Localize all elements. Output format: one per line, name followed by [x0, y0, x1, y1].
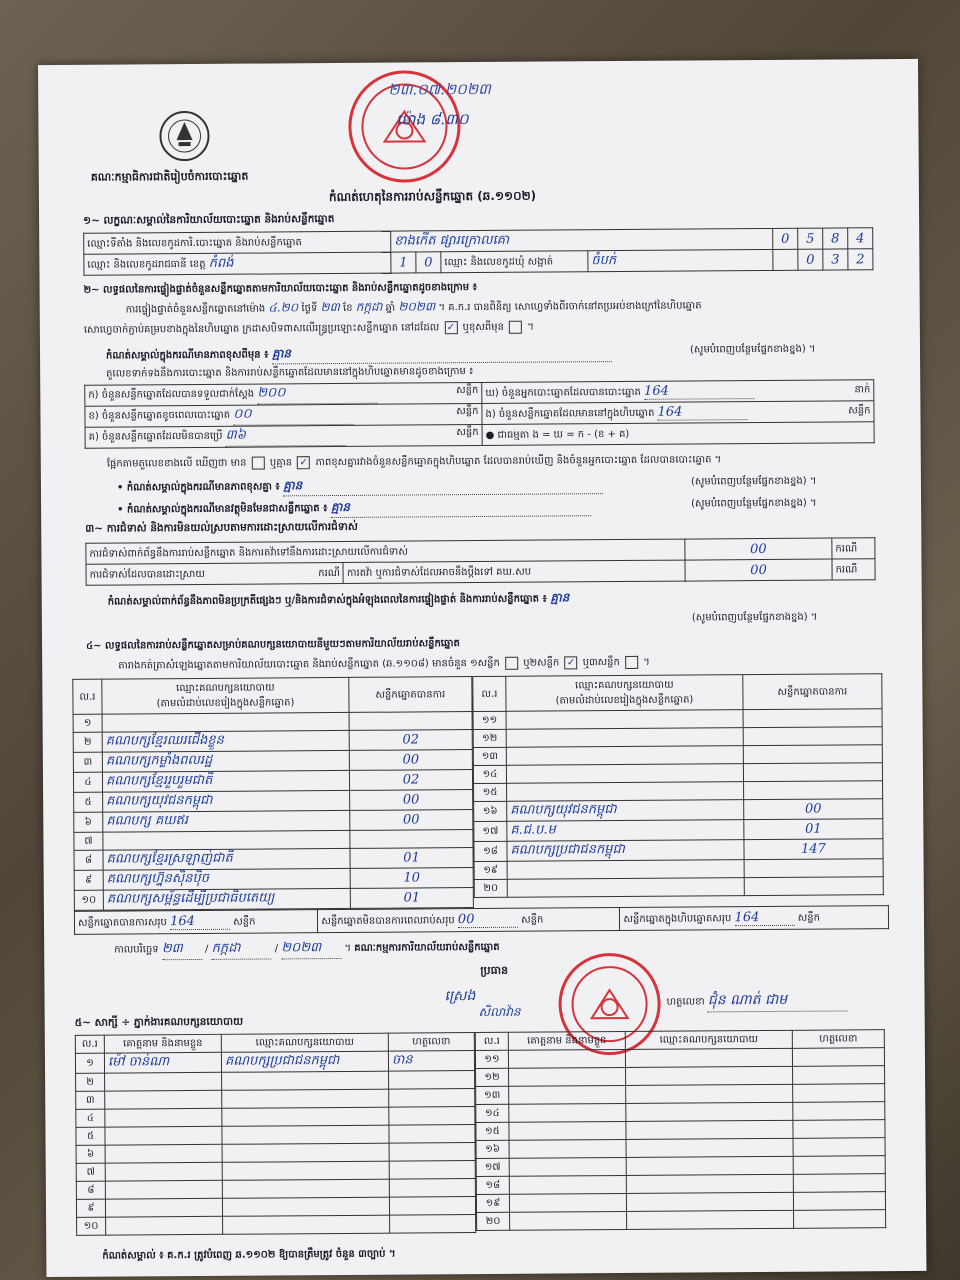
tally-sheet-count: តារាងកត់ត្រាសំឡេងឆ្នោតតាមការិយាល័យបោះឆ្នោត និងរាប់សន្លឹកឆ្នោត (ឆ.១១០៨) មានចំនួន ១សន្លឹក ឬ២សន្លឹក ✓ ឬ៣សន្លឹក ។: [118, 656, 650, 672]
row-number: ៨: [74, 850, 103, 870]
party-name-text: គណបក្សខ្មែរឈរជើងខ្លួន: [105, 732, 224, 749]
vote-count: [350, 868, 473, 889]
table-row: [477, 1210, 886, 1231]
witness-col-no: ល.រ: [75, 1035, 104, 1053]
party-name-text: គណបក្សខ្មែររួបរួមជាតិ: [105, 772, 213, 789]
party-name: [507, 820, 744, 842]
row-number: ៧: [76, 1163, 105, 1181]
witness-name: [106, 1216, 223, 1235]
row-number: ១៩: [474, 861, 507, 879]
results-tables: [72, 673, 882, 907]
vote-count: [744, 877, 883, 896]
complaints-table: [85, 537, 875, 586]
location-code-1: 0: [773, 228, 798, 249]
witness-signature: [390, 1215, 476, 1234]
row-formula: ● ជាធម្មតា ង = ឃ = ក - (ខ + គ): [482, 422, 874, 446]
witness-name: [105, 1162, 222, 1181]
province-code-2: 0: [416, 252, 441, 273]
section3-title: ៣~ ការជំទាស់ និងការមិនយល់ស្របតាមការដោះស្រាយលើការជំទាស់: [85, 520, 358, 535]
row-number: ៨: [76, 1181, 105, 1199]
witness-signature: [389, 1089, 475, 1108]
vote-count: [744, 781, 883, 800]
stamp-emblem-bottom-icon: [586, 985, 632, 1023]
witness-col-party: ឈ្មោះគណបក្សនយោបាយ: [221, 1033, 388, 1052]
witness-signature: [793, 1138, 885, 1157]
witness-name: [509, 1121, 626, 1140]
vote-count-text: 00: [402, 812, 420, 828]
witness-col-no-right: ល.រ: [475, 1032, 508, 1050]
table-row: [73, 750, 472, 773]
witness-party: [221, 1051, 388, 1072]
complaints-row2-unit: ករណី: [832, 559, 875, 580]
row-number: ១៧: [474, 821, 507, 841]
vote-count: [743, 763, 882, 782]
total-invalid: សន្លឹកឆ្នោតមិនបានការពេលរាប់សរុប 00 សន្លឹក: [318, 908, 620, 933]
signature-value: ជុំន ណាត់ ជាម: [707, 991, 788, 1009]
verify-month: កក្កដា: [355, 299, 383, 314]
complaints-row1-label: ការជំទាស់ពាក់ព័ន្ធនឹងការរាប់សន្លឹកឆ្នោត និងការតវ៉ាទៅនឹងការដោះស្រាយលើការជំទាស់: [86, 539, 685, 564]
row-c-value: ៣៦: [225, 427, 246, 443]
vote-count: [744, 819, 883, 840]
commune-label: ឈ្មោះ និងលេខកូដឃុំ សង្កាត់: [441, 251, 588, 273]
witness-party: [625, 1048, 792, 1067]
row-number: ២: [73, 732, 102, 752]
vote-count: [349, 712, 472, 731]
table-row: [74, 810, 473, 833]
commune-code-blank: [773, 249, 798, 270]
witness-party: [626, 1120, 793, 1139]
row-b: ខ) ចំនួនសន្លឹកឆ្នោតខូចពេលបោះឆ្នោត ០០ សន្លឹក: [85, 403, 482, 427]
has-difference-checkbox[interactable]: [252, 456, 265, 469]
complaints-row1-value: 00: [685, 538, 832, 560]
row-number: ១៤: [473, 765, 506, 783]
witness-signature: [793, 1156, 885, 1175]
row-d-value: 164: [643, 383, 669, 399]
table-row: [474, 799, 883, 822]
witness-party: [222, 1107, 389, 1126]
witness-party: [222, 1143, 389, 1162]
row-d: ឃ) ចំនួនអ្នកបោះឆ្នោតដែលបានបោះឆ្នោត 164 នាក់: [482, 380, 874, 404]
location-code-2: 5: [798, 228, 823, 249]
results-table-right: [472, 673, 884, 898]
results-col-no: ល.រ: [73, 679, 102, 714]
totals-table: [74, 905, 889, 935]
party-name: [103, 810, 350, 832]
row-number: ៦: [76, 1145, 105, 1163]
row-number: ៥: [74, 792, 103, 812]
row-number: ២០: [477, 1212, 510, 1230]
commune-code-3: 2: [848, 249, 873, 270]
total-invalid-value: 00: [457, 912, 475, 928]
results-col-no-right: ល.រ: [473, 676, 506, 711]
witness-signature: [793, 1120, 885, 1139]
witness-signature: [793, 1066, 885, 1085]
vote-count: [744, 859, 883, 878]
note-mismatch: • កំណត់សម្គាល់ក្នុងករណីមានភាពខុសគ្នា ៖ គ្មាន: [117, 475, 603, 497]
witness-name: [509, 1067, 626, 1086]
witness-signature: [793, 1084, 885, 1103]
location-value-cell: [391, 228, 773, 252]
table-row: [474, 877, 883, 898]
witness-party: [627, 1210, 794, 1229]
row-number: ១៦: [476, 1140, 509, 1158]
witness-name: [509, 1103, 626, 1122]
party-name: [506, 710, 743, 730]
date-year: ២០២៣: [281, 940, 322, 956]
row-number: ៤: [73, 772, 102, 792]
witness-name: [105, 1180, 222, 1199]
witness-signature: [389, 1179, 475, 1198]
witness-party: [222, 1071, 389, 1090]
figures-table: [84, 379, 874, 449]
witness-col-sign-right: ហត្ថលេខា: [792, 1030, 884, 1049]
party-name: [506, 746, 743, 766]
row-number: ២: [76, 1073, 105, 1091]
witness-col-name-right: គោត្តនាម និងនាមខ្លួន: [508, 1031, 625, 1050]
row-number: ៦: [74, 812, 103, 832]
vote-count: [350, 830, 473, 849]
vote-count-text: 01: [403, 890, 421, 906]
vote-count: [743, 709, 882, 728]
vote-count-text: 02: [402, 732, 420, 748]
row-a: ក) ចំនួនសន្លឹកឆ្នោតដែលបានទទួលជាក់ស្ដែង ២០០ សន្លឹក: [85, 382, 482, 406]
party-name: [102, 770, 349, 792]
party-name: [507, 878, 744, 898]
vote-count: [350, 848, 473, 869]
witness-name: [105, 1144, 222, 1163]
witness-party: [223, 1215, 390, 1234]
commune-code-1: 0: [798, 249, 823, 270]
total-box-value: 164: [734, 910, 760, 926]
party-name: [102, 730, 349, 752]
row-number: ៣: [76, 1091, 105, 1109]
commune-code-2: 3: [823, 249, 848, 270]
fill-hint-4: (សូមបំពេញបន្ថែមផ្នែកខាងខ្នង) ។: [691, 611, 818, 624]
note-mismatch-value: គ្មាន: [283, 478, 303, 493]
witness-party: [222, 1161, 389, 1180]
vote-count-text: 02: [402, 772, 420, 788]
party-name: [103, 848, 350, 870]
note-difference: កំណត់សម្គាល់ក្នុងករណីមានភាពខុសពីមុន ៖ គ្មាន: [106, 343, 612, 366]
witness-signature: [389, 1143, 475, 1162]
witness-party: [626, 1066, 793, 1085]
one-sheet-checkbox[interactable]: [505, 656, 518, 669]
chair-label: ប្រធាន: [480, 963, 509, 978]
party-name: [506, 728, 743, 748]
witness-name: [104, 1052, 221, 1073]
fill-hint-2: (សូមបំពេញបន្ថែមផ្នែកខាងខ្នង) ។: [690, 475, 817, 488]
section5-title: ៥~ សាក្សី ÷ ភ្នាក់ងារគណបក្សនយោបាយ: [74, 1015, 244, 1029]
section1-title: ១~ លក្ខណៈសម្គាល់នៃការិយាល័យបោះឆ្នោត និងរាប់សន្លឹកឆ្នោត: [83, 213, 335, 227]
witness-signature: [793, 1102, 885, 1121]
table-row: [73, 730, 472, 753]
commune-value: ចំបក់: [591, 252, 617, 268]
complaints-row2-value: 00: [685, 559, 832, 581]
vote-count-text: 147: [801, 841, 826, 857]
vote-count-text: 10: [403, 870, 421, 886]
date-line: កាលបរិច្ឆេទ ២៣ / កក្កដា / ២០២៣ ។ គណៈកម្មការការិយាល័យរាប់សន្លឹកឆ្នោត: [114, 938, 500, 961]
row-number: ១៥: [476, 1122, 509, 1140]
compare-line: ផ្អែកតាមតួលេខខាងលើ ឃើញថា មាន ឬគ្មាន ✓ ភាពខុសគ្នារវាងចំនួនសន្លឹកឆ្នោតក្នុងហិបឆ្នោត ដែលបានរាប់ឃើញ និងចំនួនអ្នកបោះឆ្នោត ដែលបានបោះឆ្នោត ។: [106, 454, 722, 470]
complaints-row2-label: ការជំទាស់ដែលបានដោះស្រាយ ករណី: [86, 562, 344, 585]
row-number: ២០: [474, 879, 507, 897]
witness-name: [105, 1198, 222, 1217]
witness-signature: [389, 1125, 475, 1144]
row-number: ១១: [473, 711, 506, 729]
party-name-text: គណបក្សប្រជាជនកម្ពុជា: [510, 841, 625, 858]
verify-time: ៤.២០: [268, 300, 299, 315]
complaints-row2b-label: ការតវ៉ា ឬការជំទាស់ដែលអាចនឹងប្ដឹងទៅ គឃ.សប: [343, 560, 685, 583]
row-number: ១១: [475, 1050, 508, 1068]
table-row: [74, 868, 473, 891]
witness-name-text: ម៉ៅ ចាន់ណា: [107, 1054, 170, 1070]
party-name: [506, 764, 743, 784]
same-checkbox[interactable]: ✓: [444, 321, 457, 334]
table-row: [73, 770, 472, 793]
irregularity-note: កំណត់សម្គាល់ពាក់ព័ន្ធនឹងភាពមិនប្រក្រតីផ្សេងៗ ឬ/និងការជំទាស់ក្នុងអំឡុងពេលនៃការផ្ទៀងផ្ទាត់ និងការរាប់សន្លឹកឆ្នោត ៖ គ្មាន: [107, 590, 570, 608]
nec-emblem-icon: [156, 110, 212, 164]
table-row: [474, 839, 883, 862]
witness-party: [626, 1138, 793, 1157]
party-name: [103, 790, 350, 812]
total-valid: សន្លឹកឆ្នោតបានការសរុប 164 សន្លឹក: [74, 910, 318, 935]
party-name-text: គណបក្សហ្វ៊ុនស៊ិនប៉ិច: [106, 870, 210, 887]
witness-col-party-right: ឈ្មោះគណបក្សនយោបាយ: [625, 1030, 792, 1049]
vote-count: [349, 770, 472, 791]
three-sheets-checkbox[interactable]: [625, 655, 638, 668]
verify-year: ២០២៣: [398, 299, 436, 314]
row-number: ១៨: [474, 841, 507, 861]
witness-party: [626, 1174, 793, 1193]
row-number: ៣: [73, 752, 102, 772]
vote-count: [743, 727, 882, 746]
date-day: ២៣: [161, 941, 183, 957]
witness-signature-text: ចាន: [391, 1052, 413, 1068]
witness-signature: [389, 1197, 475, 1216]
province-label: ឈ្មោះ និងលេខកូដរាជធានី ខេត្ត កំពង់: [84, 252, 391, 275]
table-row: [77, 1215, 476, 1236]
date-month: កក្កដា: [211, 940, 241, 956]
vote-count-text: 01: [403, 850, 420, 866]
row-number: ៧: [74, 832, 103, 850]
witness-signature: [793, 1174, 885, 1193]
witness-party: [626, 1192, 793, 1211]
party-name: [507, 860, 744, 880]
table-row: [474, 819, 883, 842]
vote-count: [743, 745, 882, 764]
party-name-text: គណបក្សកម្លាំងពលរដ្ឋ: [105, 752, 213, 769]
vote-count: [744, 839, 883, 860]
total-box: សន្លឹកឆ្នោតក្នុងហិបឆ្នោតសរុប 164 សន្លឹក: [620, 906, 889, 931]
witness-name: [509, 1175, 626, 1194]
witness-signature: [389, 1107, 475, 1126]
party-name: [102, 750, 349, 772]
row-number: ១៣: [473, 747, 506, 765]
party-name: [507, 800, 744, 822]
location-code-4: 4: [848, 228, 873, 249]
table-row: [74, 888, 473, 911]
witness-table-right: [475, 1029, 886, 1231]
row-number: ១៨: [476, 1176, 509, 1194]
vote-count-text: 00: [402, 752, 420, 768]
witness-col-sign: ហត្ថលេខា: [388, 1033, 474, 1052]
vote-count: [350, 810, 473, 831]
vote-count: [349, 730, 472, 751]
witness-col-name: គោត្តនាម និងនាមខ្លួន: [104, 1034, 221, 1053]
note-foreign-object-value: គ្មាន: [330, 499, 351, 515]
vote-count: [350, 790, 473, 811]
row-number: ១៤: [476, 1104, 509, 1122]
fill-hint-3: (សូមបំពេញបន្ថែមផ្នែកខាងខ្នង) ។: [691, 497, 817, 510]
location-value: ខាងកើត ផ្សារក្រោលគោ: [394, 232, 510, 249]
signature-line: ហត្ថលេខា ជុំន ណាត់ ជាម: [666, 989, 847, 1012]
election-form-sheet: [38, 59, 926, 1277]
row-c: គ) ចំនួនសន្លឹកឆ្នោតដែលមិនបានប្រើ ៣៦ សន្លឹក: [85, 424, 482, 448]
witness-table-left: [75, 1032, 476, 1236]
different-checkbox[interactable]: [509, 320, 522, 333]
results-table-left: [72, 676, 474, 911]
row-number: ១២: [473, 729, 506, 747]
row-number: ៤: [76, 1109, 105, 1127]
witness-name: [105, 1108, 222, 1127]
row-number: ១៣: [476, 1086, 509, 1104]
party-name: [103, 868, 350, 890]
witness-name: [509, 1085, 626, 1104]
chair-name: សិលាវ៉ាន: [478, 1004, 521, 1020]
party-name-text: គណបក្សសម្ព័ន្ធដើម្បីប្រជាធិបតេយ្យ: [106, 890, 275, 907]
verify-line1: ការផ្ទៀងផ្ទាត់ចំនួនសន្លឹកឆ្នោតនៅម៉ោង ៤.២០ ថ្ងៃទី ២៣ ខែ កក្កដា ឆ្នាំ ២០២៣ ។ គ.ក.រ បានពិនិត្យ សោហ្វេទាំងពីរចាក់នៅតប្រអប់ខាងក្រៅនៃហិបឆ្នោត: [125, 299, 702, 316]
witness-party: [626, 1084, 793, 1103]
witness-name: [509, 1193, 626, 1212]
party-name: [102, 712, 349, 732]
party-name-text: គ.ជ.ប.ម: [510, 822, 556, 838]
witness-name: [105, 1090, 222, 1109]
no-difference-checkbox[interactable]: ✓: [297, 456, 310, 469]
table-row: [74, 790, 473, 813]
table-row: [75, 1051, 474, 1074]
location-code-3: 8: [823, 228, 848, 249]
footer-note: កំណត់សម្គាល់ ៖ គ.ក.រ ត្រូវបំពេញ ឆ.១១០២ ឱ្យបានត្រឹមត្រូវ ចំនួន ៣ច្បាប់ ។: [102, 1248, 396, 1262]
witness-signature: [792, 1048, 884, 1067]
section1-table: [83, 227, 873, 276]
table-row: [74, 848, 473, 871]
results-col-party: ឈ្មោះគណបក្សនយោបាយ (តាមលំដាប់លេខរៀងក្នុងសន្លឹកឆ្នោត): [102, 677, 349, 714]
witness-party: [626, 1102, 793, 1121]
party-name-text: គណបក្សយុវជនកម្ពុជា: [106, 792, 213, 809]
row-number: ១០: [74, 890, 103, 910]
verify-day: ២៣: [320, 299, 340, 315]
party-name-text: គណបក្សខ្មែរស្រឡាញ់ជាតិ: [106, 850, 233, 867]
location-label: ឈ្មោះទីតាំង និងលេខកូដការិ.បោះឆ្នោត និងរាប់សន្លឹកឆ្នោត: [84, 231, 391, 254]
row-number: ១៧: [476, 1158, 509, 1176]
results-col-party-right: ឈ្មោះគណបក្សនយោបាយ (តាមលំដាប់លេខរៀងក្នុងសន្លឹកឆ្នោត): [506, 675, 743, 712]
row-number: ១៩: [476, 1194, 509, 1212]
row-b-value: ០០: [233, 406, 252, 422]
row-number: ៥: [76, 1127, 105, 1145]
vote-count: [744, 799, 883, 820]
row-number: ១០: [77, 1217, 106, 1235]
section4-title: ៤~ លទ្ធផលនៃការរាប់សន្លឹកឆ្នោតសម្រាប់គណបក្សនយោបាយនីមួយៗតាមការិយាល័យរាប់សន្លឹកឆ្នោត: [86, 638, 460, 652]
stamp-date: ២៣.០៧.២០២៣: [388, 79, 492, 99]
party-name: [103, 830, 350, 850]
verify-line2: សោហ្វេចាក់ភ្ជាប់គម្របខាងក្នុងនៃហិបឆ្នោត ក្រដាសបិទពាសលើរន្ធ្រប្រឡោះសន្លឹកឆ្នោត នៅដដែល ✓ ឬខុសពីមុន ។: [83, 321, 534, 336]
witness-name: [510, 1211, 627, 1230]
stamp-time: ម៉ោង ៨.៣០: [396, 110, 469, 129]
province-value: កំពង់: [208, 255, 234, 271]
witness-party: [222, 1125, 389, 1144]
party-name-text: គណបក្ស គឃឥរ: [106, 813, 188, 829]
section2-title: ២~ លទ្ធផលនៃការផ្ទៀងផ្ទាត់ចំនួនសន្លឹកឆ្នោតតាមការិយាល័យបោះឆ្នោត និងរាប់សន្លឹកឆ្នោតដូចខាងក្រោម ៖: [83, 282, 478, 296]
vote-count: [350, 888, 473, 909]
row-number: ១: [73, 714, 102, 732]
witness-signature: [388, 1051, 474, 1072]
row-number: ១៦: [474, 801, 507, 821]
row-a-value: ២០០: [257, 385, 286, 401]
witness-party: [626, 1156, 793, 1175]
chair-signature: ស្រេង: [444, 988, 476, 1005]
org-name: គណៈកម្មាធិការជាតិរៀបចំការបោះឆ្នោត: [90, 169, 249, 184]
results-col-votes-right: សន្លឹកឆ្នោតបានការ: [743, 674, 882, 710]
irregularity-note-value: គ្មាន: [550, 590, 570, 605]
row-number: ១៥: [474, 783, 507, 801]
results-col-votes: សន្លឹកឆ្នោតបានការ: [349, 677, 472, 713]
complaints-row1-unit: ករណី: [832, 538, 875, 559]
witness-name: [105, 1072, 222, 1091]
two-sheets-checkbox[interactable]: ✓: [565, 656, 578, 669]
party-name-text: គណបក្សយុវជនកម្ពុជា: [510, 802, 617, 818]
vote-count-text: 00: [402, 792, 420, 808]
witness-party-text: គណបក្សប្រជាជនកម្ពុជា: [224, 1052, 340, 1069]
vote-count: [349, 750, 472, 771]
note-foreign-object: • កំណត់សម្គាល់ក្នុងករណីមានវត្ថុមិនមែនជាសន្លឹកឆ្នោត ៖ គ្មាន: [117, 497, 591, 519]
row-number: ១២: [476, 1068, 509, 1086]
row-e-value: 164: [657, 404, 683, 420]
witness-name: [105, 1126, 222, 1145]
witness-name: [509, 1139, 626, 1158]
note-difference-value: គ្មាន: [271, 346, 292, 361]
fill-hint-1: (សូមបំពេញបន្ថែមផ្នែកខាងខ្នង) ។: [689, 343, 816, 356]
figures-intro: តួលេខទាក់ទងនឹងការបោះឆ្នោត និងការរាប់សន្លឹកឆ្នោតដែលមាននៅក្នុងហិបឆ្នោតមានដូចខាងក្រោម ៖: [106, 366, 474, 380]
row-number: ១: [75, 1053, 104, 1073]
vote-count-text: 01: [805, 821, 822, 837]
party-name: [103, 888, 350, 910]
province-code-1: 1: [391, 252, 416, 273]
commune-value-cell: [588, 249, 773, 271]
form-title: កំណត់ហេតុនៃការរាប់សន្លឹកឆ្នោត (ឆ.១១០២): [328, 188, 537, 205]
row-e: ង) ចំនួនសន្លឹកឆ្នោតដែលមាននៅក្នុងហិបឆ្នោត 164 សន្លឹក: [482, 401, 874, 425]
row-number: ៩: [74, 870, 103, 890]
party-name: [507, 782, 744, 802]
witness-name: [508, 1049, 625, 1068]
vote-count-text: 00: [804, 801, 822, 817]
witness-signature: [793, 1192, 885, 1211]
witness-signature: [389, 1071, 475, 1090]
witness-party: [222, 1179, 389, 1198]
total-valid-value: 164: [170, 913, 195, 930]
row-number: ៩: [76, 1199, 105, 1217]
witness-party: [222, 1089, 389, 1108]
party-name: [507, 840, 744, 862]
witness-signature: [389, 1161, 475, 1180]
witness-party: [222, 1197, 389, 1216]
witness-signature: [794, 1210, 886, 1229]
witness-name: [509, 1157, 626, 1176]
